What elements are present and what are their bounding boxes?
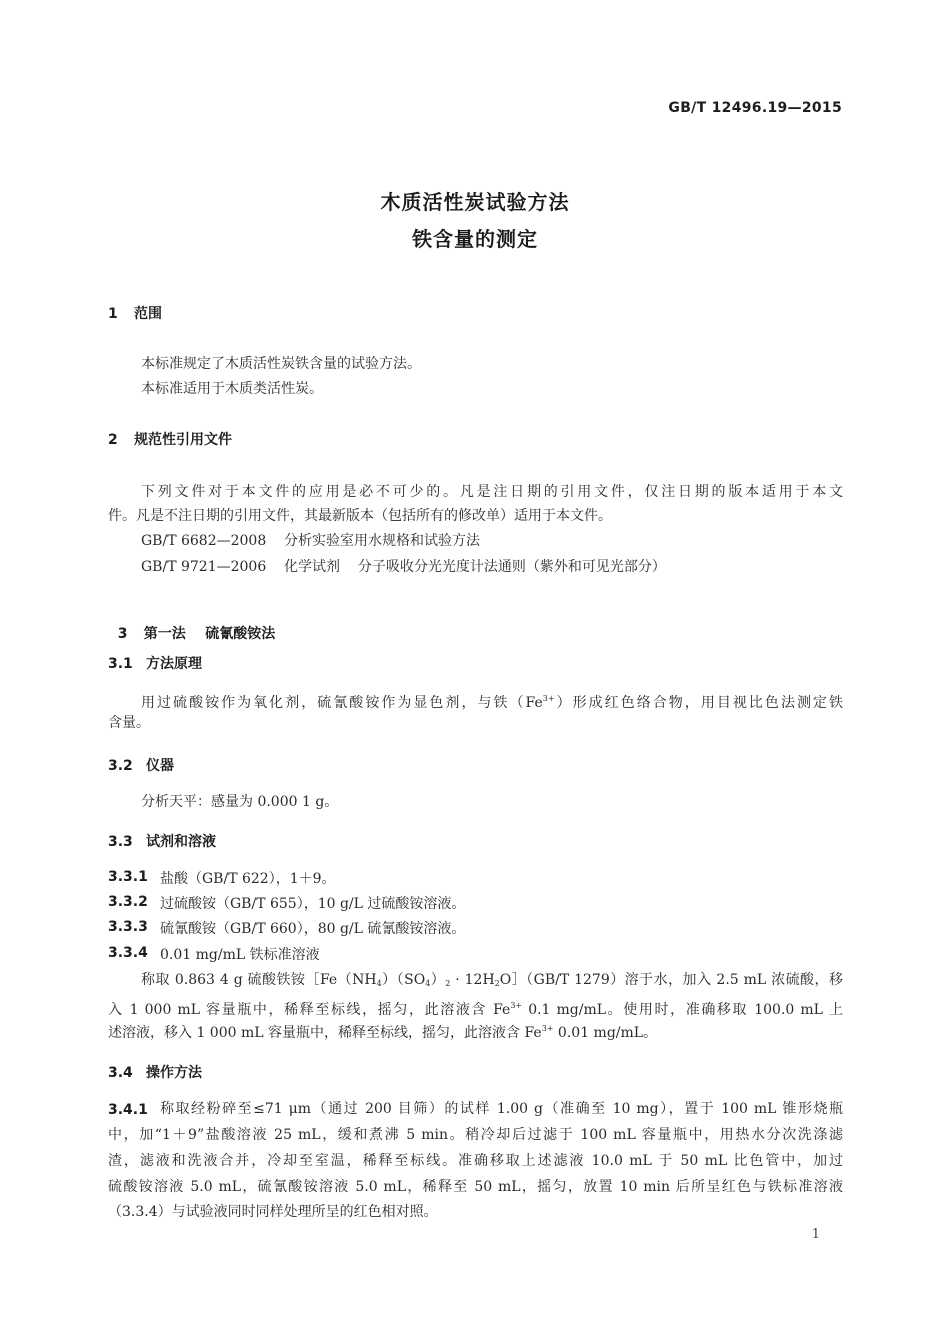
section-2-para-line-1: 下列文件对于本文件的应用是必不可少的。凡是注日期的引用文件，仅注日期的版本适用于本文: [141, 484, 843, 500]
item-3-4-1-line-4: 硫酸铵溶液 5.0 mL，硫氰酸铵溶液 5.0 mL，稀释至 50 mL，摇匀，放置 10 min 后所呈红色与铁标准溶液: [108, 1179, 843, 1195]
document-title: 木质活性炭试验方法: [380, 190, 570, 214]
item-3-3-4-number: 3.3.4: [108, 945, 148, 961]
item-3-3-2-number: 3.3.2: [108, 894, 148, 910]
page-number: 1: [811, 1227, 820, 1242]
section-3-2-para: 分析天平：感量为 0.000 1 g。: [141, 794, 339, 810]
item-3-3-4-line-3: 述溶液，移入 1 000 mL 容量瓶中，稀释至标线，摇匀，此溶液含 $Fe^{3+}$ 0.01 mg/mL。: [108, 1024, 658, 1041]
section-3-heading: 3 第一法 硫氰酸铵法: [117, 626, 276, 642]
section-3-4-heading: 3.4 操作方法: [108, 1065, 202, 1081]
item-3-3-3-text: 硫氰酸铵（GB/T 660），80 g/L 硫氰酸铵溶液。: [160, 921, 466, 937]
reference-gbt-9721: GB/T 9721—2006 化学试剂 分子吸收分光光度计法通则（紫外和可见光部分）: [141, 559, 666, 575]
item-3-3-4-line-2: 入 1 000 mL 容量瓶中，稀释至标线，摇匀，此溶液含 $Fe^{3+}$ 0.1 mg/mL。使用时，准确移取 100.0 mL 上: [108, 1001, 843, 1018]
section-3-2-heading: 3.2 仪器: [108, 758, 174, 774]
section-3-1-heading: 3.1 方法原理: [108, 656, 202, 672]
section-3-1-line-2: 含量。: [108, 715, 150, 731]
standard-code: GB/T 12496.19—2015: [668, 100, 842, 116]
item-3-4-1-line-5: （3.3.4）与试验液同时同样处理所呈的红色相对照。: [108, 1204, 438, 1220]
document-subtitle: 铁含量的测定: [412, 227, 538, 251]
item-3-3-4-text: 0.01 mg/mL 铁标准溶液: [160, 947, 320, 963]
section-2-heading: 2 规范性引用文件: [108, 432, 232, 448]
section-2-para-line-2: 件。凡是不注日期的引用文件，其最新版本（包括所有的修改单）适用于本文件。: [108, 508, 612, 524]
section-1-para-1: 本标准规定了木质活性炭铁含量的试验方法。: [141, 356, 421, 372]
item-3-3-2-text: 过硫酸铵（GB/T 655），10 g/L 过硫酸铵溶液。: [160, 896, 466, 912]
section-3-1-line-1: 用过硫酸铵作为氧化剂，硫氰酸铵作为显色剂，与铁$(Fe^{3+})$形成红色络合物，用目视比色法测定铁: [141, 694, 844, 711]
item-3-3-3-number: 3.3.3: [108, 919, 148, 935]
item-3-4-1-line-3: 渣，滤液和洗液合并，冷却至室温，稀释至标线。准确移取上述滤液 10.0 mL 于 50 mL 比色管中，加过: [108, 1153, 843, 1169]
item-3-3-1-text: 盐酸（GB/T 622），1＋9。: [160, 871, 336, 887]
item-3-4-1-line-1: 称取经粉碎至≤71 μm（通过 200 目筛）的试样 1.00 g（准确至 10 mg），置于 100 mL 锥形烧瓶: [160, 1101, 843, 1117]
item-3-3-4-line-1: 称取 0.863 4 g 硫酸铁铵$[Fe(NH_4)(SO_4)_2$ · $12H_2O](GB/T$ 1279）溶于水，加入 2.5 mL 浓硫酸，移: [141, 972, 844, 988]
section-1-heading: 1 范围: [108, 306, 162, 322]
section-3-3-heading: 3.3 试剂和溶液: [108, 834, 216, 850]
item-3-4-1-line-2: 中，加“1＋9”盐酸溶液 25 mL，缓和煮沸 5 min。稍冷却后过滤于 100 mL 容量瓶中，用热水分次洗涤滤: [108, 1127, 843, 1143]
item-3-3-1-number: 3.3.1: [108, 869, 148, 885]
item-3-4-1-number: 3.4.1: [108, 1102, 148, 1118]
section-1-para-2: 本标准适用于木质类活性炭。: [141, 381, 323, 397]
reference-gbt-6682: GB/T 6682—2008 分析实验室用水规格和试验方法: [141, 533, 481, 549]
